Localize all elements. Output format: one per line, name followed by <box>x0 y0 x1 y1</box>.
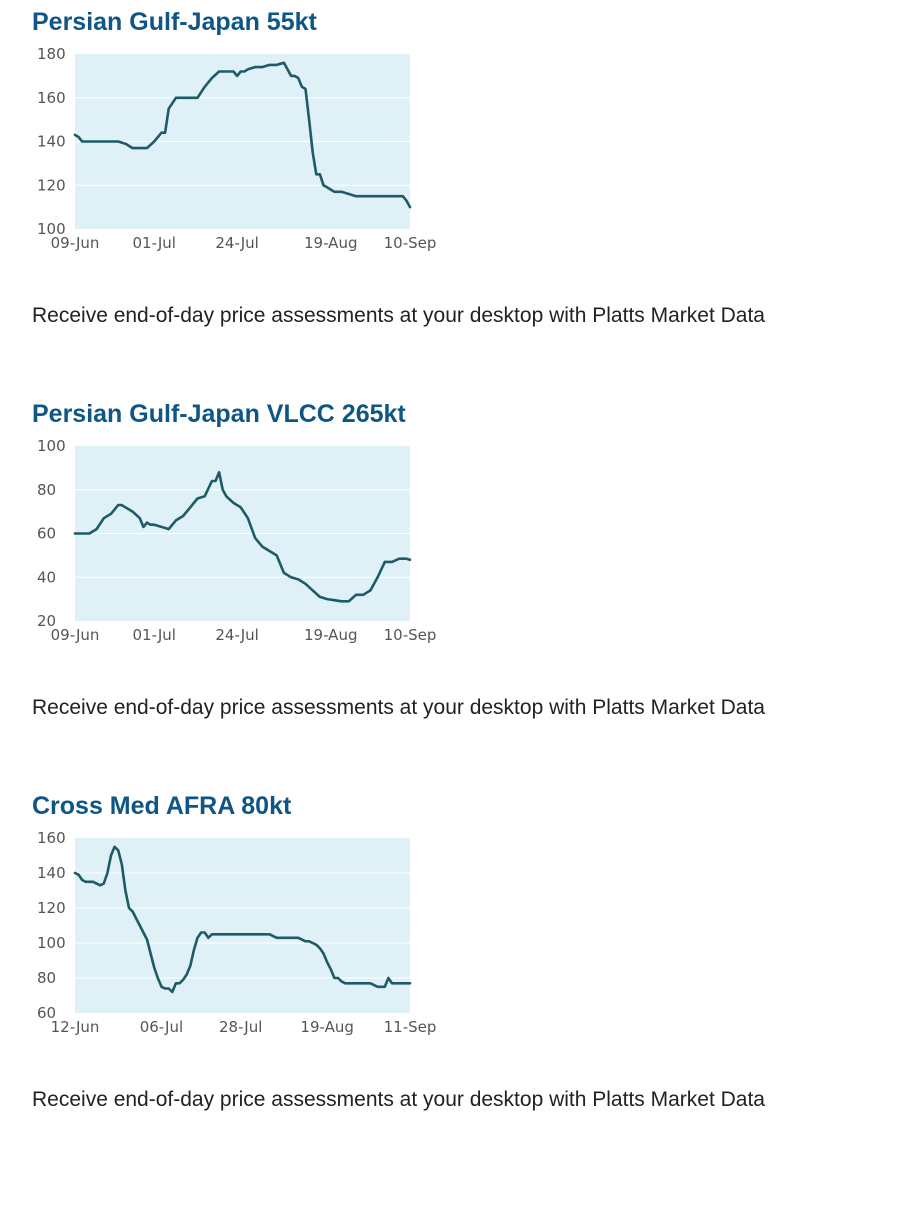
plot-area <box>75 838 410 1013</box>
x-tick-label: 19-Aug <box>304 234 358 252</box>
y-tick-label: 80 <box>37 969 57 987</box>
x-tick-label: 12-Jun <box>50 1018 100 1036</box>
x-tick-label: 19-Aug <box>304 626 358 644</box>
y-tick-label: 60 <box>37 1004 57 1022</box>
promo-text[interactable]: Receive end-of-day price assessments at your desktop with Platts Market Data <box>32 696 765 719</box>
y-tick-label: 80 <box>37 480 57 499</box>
chart-block-pg-japan-55kt <box>0 0 910 340</box>
price-chart-pg-japan-vlcc-265kt <box>30 432 460 658</box>
price-chart-cross-med-afra-80kt <box>30 824 460 1050</box>
chart-title: Persian Gulf-Japan VLCC 265kt <box>32 400 406 428</box>
y-tick-label: 160 <box>37 829 66 847</box>
promo-text[interactable]: Receive end-of-day price assessments at your desktop with Platts Market Data <box>32 304 765 327</box>
x-tick-label: 24-Jul <box>215 234 259 252</box>
y-tick-label: 100 <box>37 220 66 238</box>
y-tick-label: 100 <box>37 437 66 455</box>
x-tick-label: 01-Jul <box>132 234 176 252</box>
x-tick-label: 11-Sep <box>383 1018 437 1036</box>
x-tick-label: 10-Sep <box>383 626 437 644</box>
y-tick-label: 160 <box>37 88 66 107</box>
y-tick-label: 180 <box>37 45 66 63</box>
chart-block-pg-japan-vlcc-265kt <box>0 392 910 732</box>
x-tick-label: 01-Jul <box>132 626 176 644</box>
y-tick-label: 100 <box>37 934 66 952</box>
y-tick-label: 120 <box>37 899 66 917</box>
chart-block-cross-med-afra-80kt <box>0 784 910 1124</box>
x-tick-label: 06-Jul <box>139 1018 184 1036</box>
x-tick-label: 19-Aug <box>300 1018 354 1036</box>
y-tick-label: 140 <box>37 864 66 882</box>
price-chart-pg-japan-55kt <box>30 40 460 266</box>
chart-title: Persian Gulf-Japan 55kt <box>32 8 317 36</box>
x-tick-label: 24-Jul <box>215 626 259 644</box>
y-tick-label: 40 <box>37 568 57 587</box>
x-tick-label: 09-Jun <box>50 626 100 644</box>
x-tick-label: 28-Jul <box>218 1018 263 1036</box>
promo-text[interactable]: Receive end-of-day price assessments at your desktop with Platts Market Data <box>32 1088 765 1111</box>
x-tick-label: 09-Jun <box>50 234 100 252</box>
x-tick-label: 10-Sep <box>383 234 437 252</box>
chart-title: Cross Med AFRA 80kt <box>32 792 292 820</box>
y-tick-label: 140 <box>37 132 66 151</box>
y-tick-label: 60 <box>37 524 57 543</box>
y-tick-label: 20 <box>37 612 57 630</box>
y-tick-label: 120 <box>37 176 66 195</box>
